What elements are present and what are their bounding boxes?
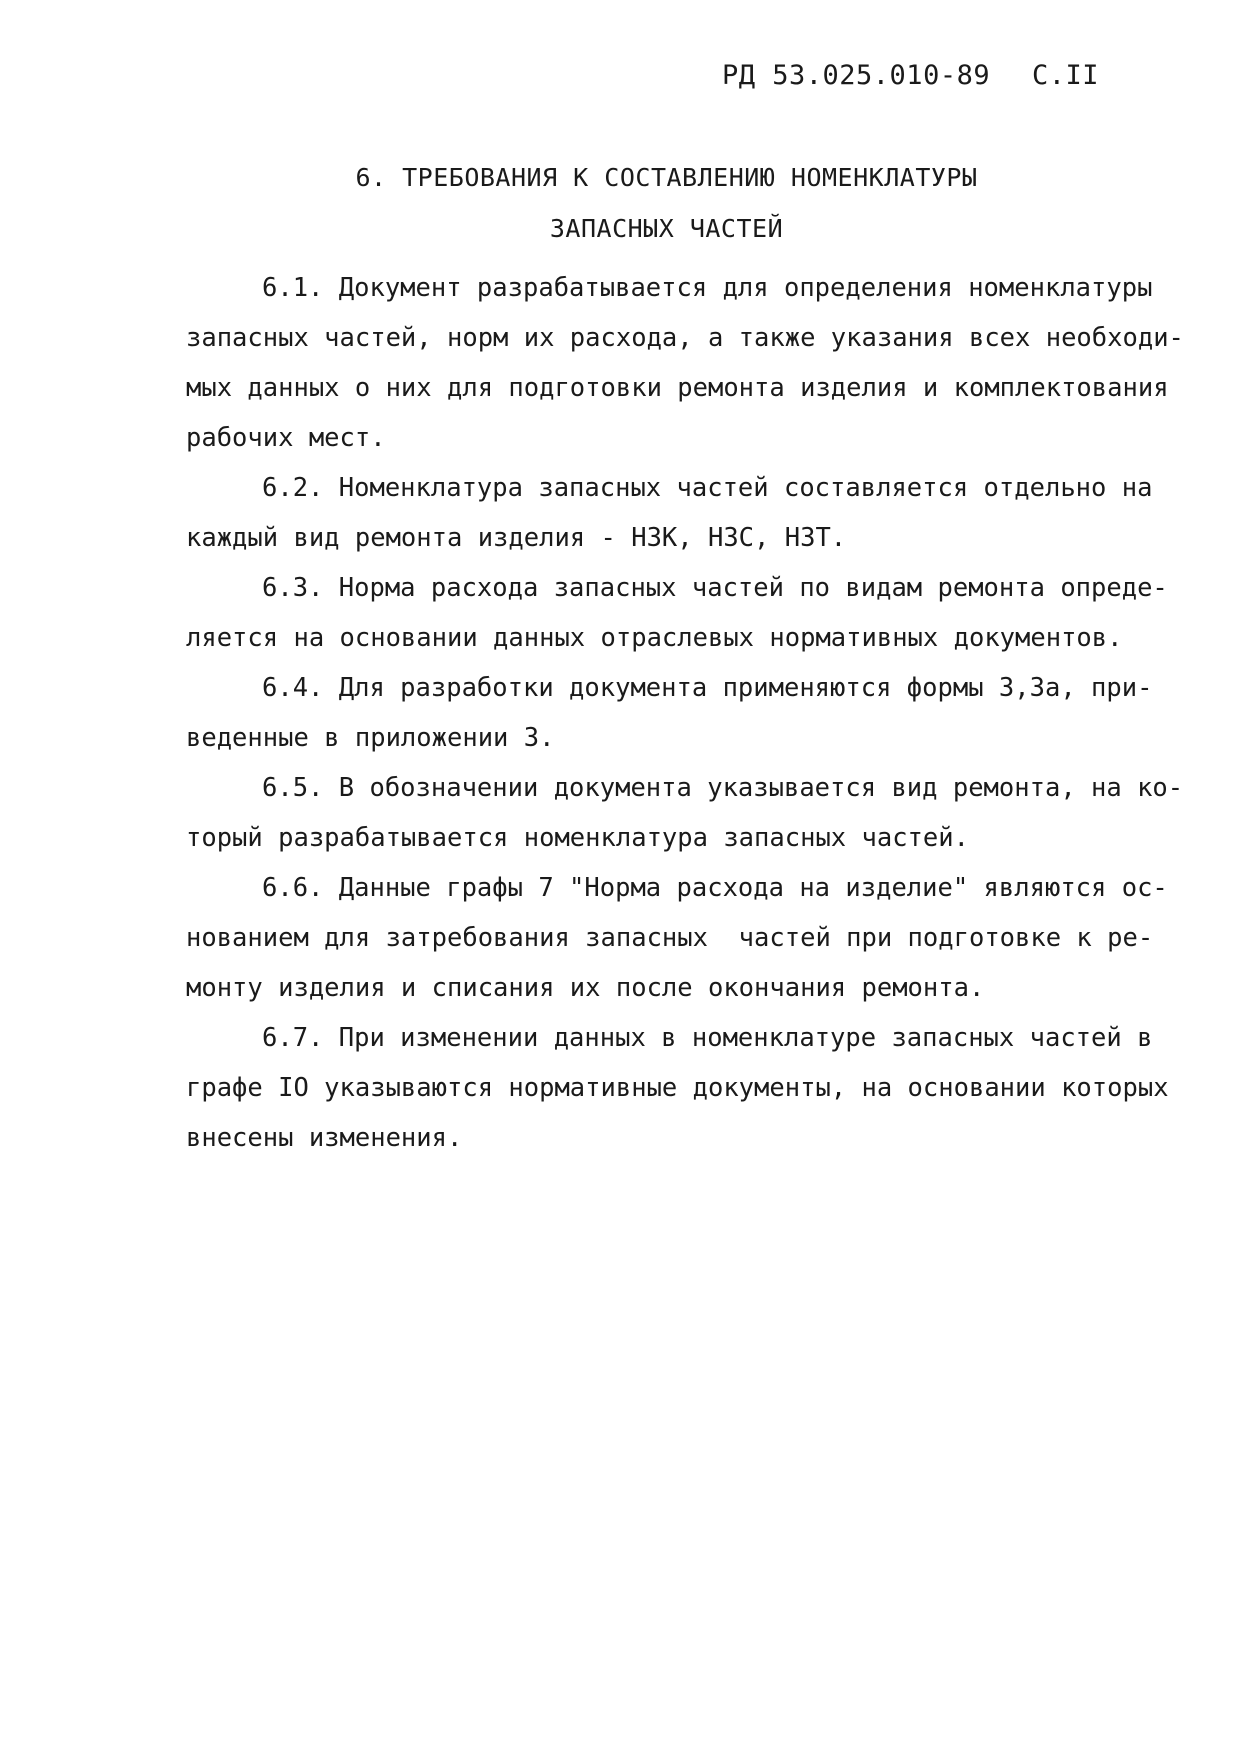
paragraph-6-7 bbox=[186, 1013, 1176, 1163]
paragraph-6-6 bbox=[186, 863, 1176, 1013]
paragraph-6-5 bbox=[186, 763, 1184, 863]
paragraph-line: внесены изменения. bbox=[186, 1123, 463, 1153]
paragraph-line: 6.6. Данные графы 7 "Норма расхода на изделие" являются ос- bbox=[262, 873, 1168, 903]
paragraph-line: нованием для затребования запасных частей при подготовке к ре- bbox=[186, 923, 1154, 953]
paragraph-line: монту изделия и списания их после окончания ремонта. bbox=[186, 973, 985, 1003]
document-body bbox=[186, 263, 1184, 1163]
paragraph-line: торый разрабатывается номенклатура запасных частей. bbox=[186, 823, 969, 853]
section-title-line-2: ЗАПАСНЫХ ЧАСТЕЙ bbox=[549, 214, 784, 243]
paragraph-6-3 bbox=[186, 563, 1176, 663]
paragraph-line: мых данных о них для подготовки ремонта изделия и комплектования bbox=[186, 373, 1169, 403]
paragraph-line: 6.3. Норма расхода запасных частей по видам ремонта опреде- bbox=[262, 573, 1168, 603]
paragraph-line: рабочих мест. bbox=[186, 423, 386, 453]
paragraph-line: каждый вид ремонта изделия - НЗК, НЗС, НЗТ. bbox=[186, 523, 847, 553]
paragraph-6-4 bbox=[186, 663, 1176, 763]
section-title-line-1: 6. ТРЕБОВАНИЯ К СОСТАВЛЕНИЮ НОМЕНКЛАТУРЫ bbox=[355, 163, 978, 192]
paragraph-line: ляется на основании данных отраслевых нормативных документов. bbox=[186, 623, 1123, 653]
document-code: РД 53.025.010-89 bbox=[722, 60, 991, 91]
paragraph-line: запасных частей, норм их расхода, а также указания всех необходи- bbox=[186, 323, 1184, 353]
paragraph-line: 6.5. В обозначении документа указывается вид ремонта, на ко- bbox=[262, 773, 1184, 803]
paragraph-line: 6.7. При изменении данных в номенклатуре запасных частей в bbox=[262, 1023, 1153, 1053]
paragraph-line: 6.2. Номенклатура запасных частей составляется отдельно на bbox=[262, 473, 1153, 503]
page-header bbox=[722, 60, 1142, 100]
paragraph-line: 6.4. Для разработки документа применяются формы 3,3а, при- bbox=[262, 673, 1153, 703]
page-number: С.II bbox=[1032, 60, 1100, 91]
paragraph-6-1 bbox=[186, 263, 1184, 463]
paragraph-line: 6.1. Документ разрабатывается для определения номенклатуры bbox=[262, 273, 1153, 303]
paragraph-line: графе IO указываются нормативные документы, на основании которых bbox=[186, 1073, 1169, 1103]
paragraph-line: веденные в приложении 3. bbox=[186, 723, 555, 753]
paragraph-6-2 bbox=[186, 463, 1176, 563]
